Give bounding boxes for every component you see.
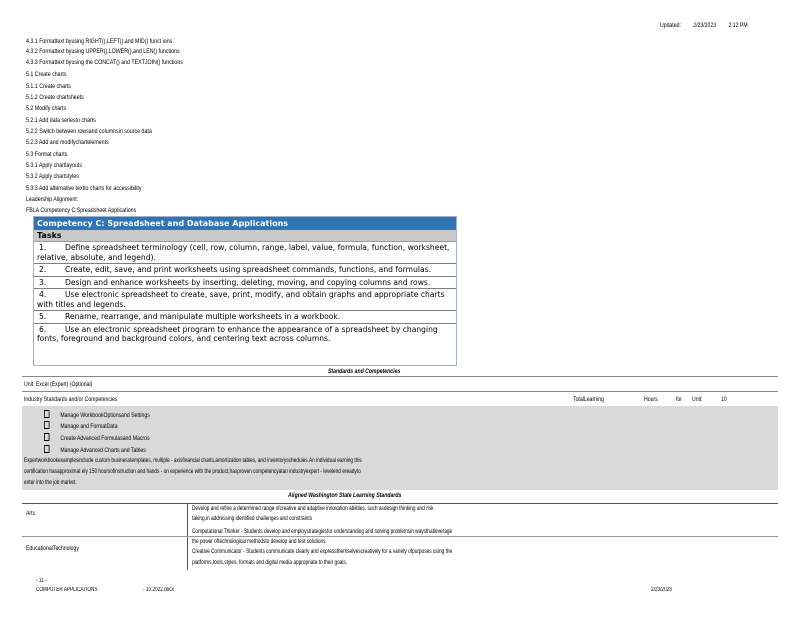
competency-table (33, 216, 457, 366)
task-row (34, 289, 456, 311)
footer-doc-name: COMPUTER APPLICATIONS (36, 587, 98, 593)
task-text: Define spreadsheet terminology (cell, row, column, range, label, value, formula, function, worksheet, relative, absolute, and legend). (37, 243, 450, 262)
standards-heading: Standards and Competencies (328, 368, 401, 375)
task-row (34, 311, 456, 324)
updated-date: 2/23/2023 (693, 22, 717, 29)
competency-title: Competency C: Spreadsheet and Database Applications (34, 217, 456, 230)
task-text: Use an electronic spreadsheet program to enhance the appearance of a spreadsheet by changing fonts, foreground and background colors, and centering text across columns. (37, 324, 438, 343)
outline-line: Leadership Alignment: (26, 196, 79, 203)
expert-text-line: enter into the job market. (24, 479, 77, 486)
updated-label: Updated: (660, 22, 681, 29)
unit-line: Unit: Excel (Expert) (Optional) (24, 381, 93, 388)
outline-line: 5.2.1 Add data seriesto charts (26, 117, 96, 124)
outline-line: 5.3.1 Apply chartlayouts (26, 162, 83, 169)
footer-file-name: - 10.2022.docx (143, 587, 174, 593)
divider (22, 391, 778, 392)
task-number: 3. (39, 277, 47, 287)
industry-standards-label: Industry Standards and/or Competencies (24, 396, 118, 403)
bullet-item (44, 421, 118, 430)
task-text: Use electronic spreadsheet to create, save, print, modify, and obtain graphs and appropriate charts with titles and legends. (37, 290, 445, 309)
task-number: 1. (39, 243, 47, 252)
bullet-item (44, 433, 150, 442)
outline-line: 4.3.3 Formattext byusing the CONCAT() and TEXTJOIN() functions (26, 59, 183, 66)
task-row (34, 264, 456, 277)
checkbox-icon (44, 421, 49, 429)
bullet-item (44, 445, 146, 454)
task-number: 2. (39, 265, 47, 274)
tasks-header: Tasks (34, 230, 456, 242)
column-divider (187, 504, 188, 570)
outline-line: 5.2.3 Add and modifychartelements (26, 139, 109, 146)
task-number: 5. (39, 312, 47, 321)
task-row (34, 324, 456, 345)
bullet-text: Manage and FormatData (60, 423, 118, 430)
hours-value: 10 (721, 396, 727, 403)
table-cell-line: Develop and refine a determined range ofcreative and adaptive innovation abilities, such asdesign thinking and risk (192, 505, 434, 512)
outline-line: 4.3.1 Formattext byusing RIGHT(),LEFT(),and MID() funct ions (26, 38, 173, 45)
outline-line: FBLA Competency C:Spreadsheet Applications (26, 207, 137, 214)
page-number: - 11 - (36, 578, 47, 584)
table-cell-line: taking,in addressing identified challenges and constraints (192, 515, 313, 522)
row-divider (22, 536, 778, 537)
updated-stamp (660, 22, 759, 29)
task-text: Rename, rearrange, and manipulate multiple worksheets in a workbook. (65, 312, 341, 321)
bullet-text: Create Advanced Formulasand Macros (60, 435, 150, 442)
task-number: 4. (39, 290, 47, 299)
outline-line: 4.3.2 Formattext byusing UPPER(),LOWER(),and LEN() functions (26, 48, 180, 55)
hours-label: Hours (644, 396, 658, 403)
bullet-text: Manage Advanced Charts and Tables (60, 447, 146, 454)
table-cell-line: Creative Communicator - Students communicate clearly and expressthemselvescreatively for a variety ofpurposes using the (192, 548, 453, 555)
table-cell-line: the power oftechnological methodsto develop and test solutions (192, 538, 326, 545)
expert-text-line: Expertworkbookexamplesinclude custom businesstemplates, multiple - axisfinancial charts,amortization tables, and inventoryschedules.An individual earning this (24, 457, 362, 464)
outline-line: 5.3 Format charts (26, 151, 68, 158)
table-row-label: Arts (26, 510, 36, 517)
aligned-standards-heading: Aligned Washington State Learning Standards (288, 492, 402, 499)
outline-line: 5.1 Create charts (26, 71, 67, 78)
updated-time: 2:12 PM (728, 22, 748, 29)
unit-label: Unit: (692, 396, 703, 403)
task-row (34, 277, 456, 290)
footer-date: 2/23/2023 (651, 587, 672, 593)
outline-line: 5.2.2 Switch between rowsand columnsin source data (26, 128, 152, 135)
table-cell-line: platforms,tools,styles, formats and digital media appropriate to their goals. (192, 559, 348, 566)
bullet-item (44, 410, 150, 419)
bullet-text: Manage WorkbookOptionsand Settings (60, 412, 150, 419)
for-label: for (676, 396, 683, 403)
expert-text-line: certification hasapproximat ely 150 hoursofinstruction and hands - on experience with the product,hasproven competencyatan industryexpert - levelend ereadyto (24, 468, 361, 475)
table-cell-line: Computational Thinker - Students develop and employstrategiesfor understanding and solving problemsin waysthatleverage (192, 528, 453, 535)
outline-line: 5.1.1 Create charts (26, 83, 71, 90)
outline-line: 5.3.2 Apply chartstyles (26, 173, 79, 180)
total-learning-label: TotalLearning (573, 396, 604, 403)
table-row-label: EducationalTechnology (26, 545, 79, 552)
outline-line: 5.1.2 Create chartsheets (26, 94, 84, 101)
outline-line: 5.3.3 Add alternative textto charts for accessibility (26, 185, 142, 192)
checkbox-icon (44, 445, 49, 453)
task-number: 6. (39, 324, 47, 334)
checkbox-icon (44, 410, 49, 418)
aligned-standards-table (22, 503, 778, 570)
task-row (34, 242, 456, 264)
task-text: Create, edit, save, and print worksheets using spreadsheet commands, functions, and formulas. (65, 265, 432, 274)
outline-line: 5.2 Modify charts (26, 105, 67, 112)
task-text: Design and enhance worksheets by inserting, deleting, moving, and copying columns and rows. (65, 277, 431, 287)
divider (22, 376, 778, 377)
checkbox-icon (44, 433, 49, 441)
